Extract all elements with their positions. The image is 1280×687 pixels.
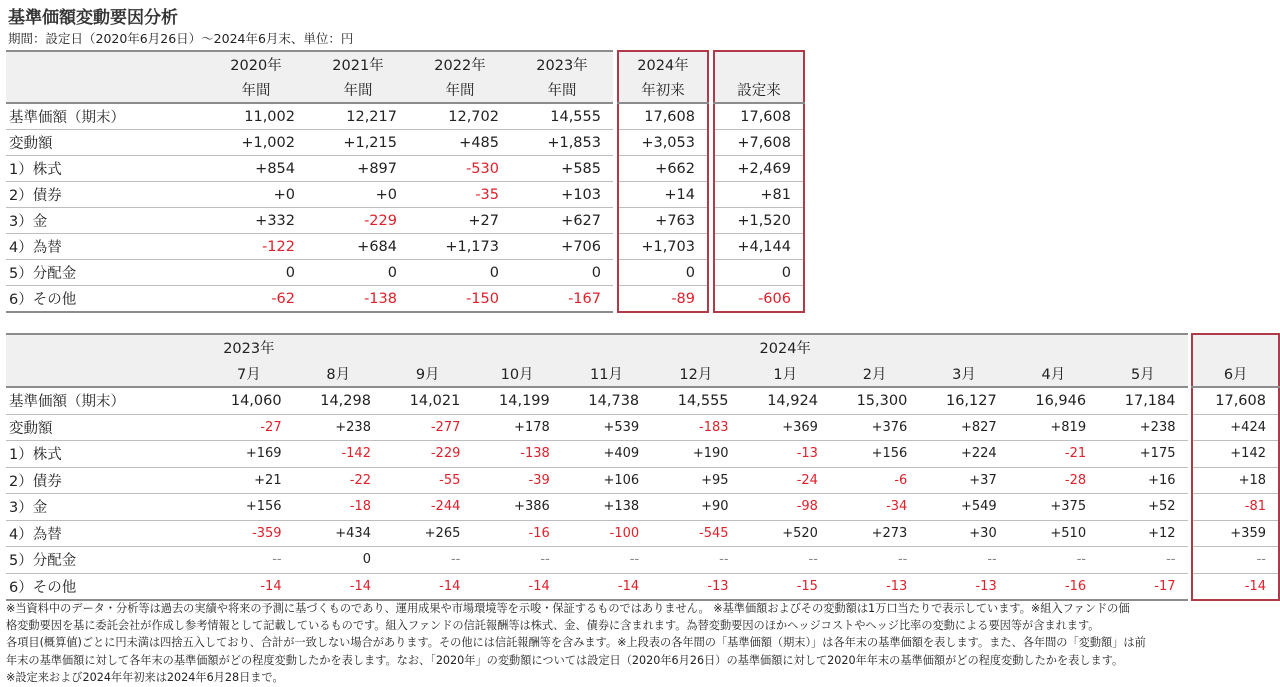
table-cell: +1,173 xyxy=(409,234,511,260)
table-cell: +359 xyxy=(1192,520,1279,547)
table-cell: -142 xyxy=(294,441,383,468)
table-cell: +238 xyxy=(1098,414,1187,441)
table-cell: +14 xyxy=(618,182,708,208)
table-cell: 12,217 xyxy=(307,103,409,130)
page-title: 基準価額変動要因分析 xyxy=(8,8,178,28)
header-year-2023: 2023年 xyxy=(204,334,293,361)
table-cell: 14,924 xyxy=(741,387,830,414)
table-cell: +273 xyxy=(830,520,919,547)
table-cell: -14 xyxy=(383,573,472,600)
table-cell: 14,021 xyxy=(383,387,472,414)
table-cell: +510 xyxy=(1009,520,1098,547)
header-blank xyxy=(472,334,561,361)
table-cell: -22 xyxy=(294,467,383,494)
table-cell: +3,053 xyxy=(618,130,708,156)
header-blank xyxy=(651,334,740,361)
table-cell: +1,703 xyxy=(618,234,708,260)
header-year: 2021年 xyxy=(307,51,409,77)
header-month: 10月 xyxy=(472,361,561,388)
header-month: 8月 xyxy=(294,361,383,388)
table-cell: +16 xyxy=(1098,467,1187,494)
table-cell: -14 xyxy=(1192,573,1279,600)
table-cell: 0 xyxy=(205,260,307,286)
table-cell: +4,144 xyxy=(714,234,804,260)
footnotes xyxy=(6,600,1276,686)
table-cell: -14 xyxy=(472,573,561,600)
table-cell: -138 xyxy=(307,286,409,313)
table-cell: -35 xyxy=(409,182,511,208)
footnote-line: 格変動要因を基に委託会社が作成し参考情報として記載しているものです。組入ファンドの信託報酬等は株式、金、債券に含まれます。為替変動要因のほかヘッジコストやヘッジ比率の変動による要因等が含まれます。 xyxy=(6,619,1100,633)
table-cell: +90 xyxy=(651,494,740,521)
table-cell: +238 xyxy=(294,414,383,441)
table-cell: -606 xyxy=(714,286,804,313)
table-row xyxy=(6,520,1279,547)
table-cell: -6 xyxy=(830,467,919,494)
table-cell: +175 xyxy=(1098,441,1187,468)
row-label: 変動額 xyxy=(6,130,205,156)
header-month: 12月 xyxy=(651,361,740,388)
table-cell: +386 xyxy=(472,494,561,521)
header-month: 9月 xyxy=(383,361,472,388)
table-cell: -183 xyxy=(651,414,740,441)
table-cell: -21 xyxy=(1009,441,1098,468)
table-cell: +81 xyxy=(714,182,804,208)
table-cell: +819 xyxy=(1009,414,1098,441)
table-cell: +424 xyxy=(1192,414,1279,441)
row-label: 3）金 xyxy=(6,494,204,521)
table-cell: 0 xyxy=(714,260,804,286)
table-cell: +0 xyxy=(307,182,409,208)
header-period: 年間 xyxy=(511,77,613,103)
table-cell: +7,608 xyxy=(714,130,804,156)
table-row xyxy=(6,260,804,286)
header-month: 11月 xyxy=(562,361,651,388)
header-blank xyxy=(562,334,651,361)
table-cell: +2,469 xyxy=(714,156,804,182)
table-cell: -16 xyxy=(472,520,561,547)
table-cell: -122 xyxy=(205,234,307,260)
table-cell: 11,002 xyxy=(205,103,307,130)
monthly-attribution-table xyxy=(6,333,1280,601)
table-row xyxy=(6,286,804,313)
row-label: 基準価額（期末） xyxy=(6,387,204,414)
header-period: 年初来 xyxy=(618,77,708,103)
table-cell: -89 xyxy=(618,286,708,313)
table-cell: -16 xyxy=(1009,573,1098,600)
header-year: 2022年 xyxy=(409,51,511,77)
table-cell: -- xyxy=(204,547,293,574)
table-cell: +520 xyxy=(741,520,830,547)
row-label: 5）分配金 xyxy=(6,260,205,286)
table-cell: -- xyxy=(1192,547,1279,574)
table-cell: +0 xyxy=(205,182,307,208)
table-cell: -244 xyxy=(383,494,472,521)
table-cell: -277 xyxy=(383,414,472,441)
table-cell: -545 xyxy=(651,520,740,547)
table-cell: +1,002 xyxy=(205,130,307,156)
table-cell: +409 xyxy=(562,441,651,468)
header-month: 5月 xyxy=(1098,361,1187,388)
header-year: 2023年 xyxy=(511,51,613,77)
header-blank xyxy=(919,334,1008,361)
row-label: 5）分配金 xyxy=(6,547,204,574)
table-cell: -24 xyxy=(741,467,830,494)
row-label: 変動額 xyxy=(6,414,204,441)
table-cell: +585 xyxy=(511,156,613,182)
header-blank xyxy=(830,334,919,361)
table-cell: -- xyxy=(562,547,651,574)
table-cell: +332 xyxy=(205,208,307,234)
row-label: 4）為替 xyxy=(6,234,205,260)
table-cell: +156 xyxy=(204,494,293,521)
header-year: 2024年 xyxy=(618,51,708,77)
table-cell: +103 xyxy=(511,182,613,208)
row-label: 1）株式 xyxy=(6,441,204,468)
table-cell: 0 xyxy=(618,260,708,286)
header-corner xyxy=(6,361,204,388)
header-row-2 xyxy=(6,77,804,103)
header-month: 7月 xyxy=(204,361,293,388)
footnote-line: 年末の基準価額に対して各年末の基準価額がどの程度変動したかを表します。なお、「2020年」の変動額については設定日（2020年6月26日）の基準価額に対して2020年年末の基準価額がどの程度変動したかを表します。 xyxy=(6,653,1124,667)
header-blank xyxy=(294,334,383,361)
table-cell: 14,555 xyxy=(651,387,740,414)
table-cell: -- xyxy=(651,547,740,574)
table-cell: 17,608 xyxy=(714,103,804,130)
table-cell: 17,184 xyxy=(1098,387,1187,414)
table-cell: +827 xyxy=(919,414,1008,441)
table-cell: -13 xyxy=(830,573,919,600)
header-corner xyxy=(6,334,204,361)
table-cell: +1,853 xyxy=(511,130,613,156)
table-cell: -15 xyxy=(741,573,830,600)
table-cell: -- xyxy=(830,547,919,574)
table-row xyxy=(6,156,804,182)
table-cell: +106 xyxy=(562,467,651,494)
table-cell: 16,127 xyxy=(919,387,1008,414)
table-cell: -27 xyxy=(204,414,293,441)
table-cell: -18 xyxy=(294,494,383,521)
table-cell: -14 xyxy=(562,573,651,600)
table-cell: +627 xyxy=(511,208,613,234)
table-cell: -- xyxy=(472,547,561,574)
table-cell: +27 xyxy=(409,208,511,234)
table-cell: +1,215 xyxy=(307,130,409,156)
table-cell: 0 xyxy=(511,260,613,286)
table-cell: -359 xyxy=(204,520,293,547)
table-row xyxy=(6,103,804,130)
table-cell: -- xyxy=(1098,547,1187,574)
table-cell: 0 xyxy=(294,547,383,574)
header-month: 1月 xyxy=(741,361,830,388)
table-row xyxy=(6,182,804,208)
header-row-1 xyxy=(6,51,804,77)
row-label: 2）債券 xyxy=(6,467,204,494)
table-cell: -167 xyxy=(511,286,613,313)
table-cell: -14 xyxy=(204,573,293,600)
table-cell: +485 xyxy=(409,130,511,156)
table-cell: +138 xyxy=(562,494,651,521)
table-row xyxy=(6,547,1279,574)
table-cell: +369 xyxy=(741,414,830,441)
table-cell: 14,060 xyxy=(204,387,293,414)
header-month: 4月 xyxy=(1009,361,1098,388)
table-cell: 16,946 xyxy=(1009,387,1098,414)
table-cell: +190 xyxy=(651,441,740,468)
header-corner xyxy=(6,51,205,77)
header-period: 年間 xyxy=(205,77,307,103)
table-cell: -34 xyxy=(830,494,919,521)
table-cell: +376 xyxy=(830,414,919,441)
footnote-line: 各項目(概算値)ごとに円未満は四捨五入しており、合計が一致しない場合があります。その他には信託報酬等を含みます。※上段表の各年間の「基準価額（期末）」は各年末の基準価額を表します。また、各年間の「変動額」は前 xyxy=(6,636,1146,650)
table-cell: -98 xyxy=(741,494,830,521)
table-cell: +539 xyxy=(562,414,651,441)
table-cell: +434 xyxy=(294,520,383,547)
table-cell: +662 xyxy=(618,156,708,182)
table-cell: +897 xyxy=(307,156,409,182)
footnote-line: ※当資料中のデータ・分析等は過去の実績や将来の予測に基づくものであり、運用成果や市場環境等を示唆・保証するものではありません。 ※基準価額およびその変動額は1万口当たりで表示しています。※組入ファンドの価 xyxy=(6,602,1130,615)
header-blank xyxy=(383,334,472,361)
header-month: 3月 xyxy=(919,361,1008,388)
table-row xyxy=(6,130,804,156)
table-row xyxy=(6,387,1279,414)
table-cell: -14 xyxy=(294,573,383,600)
table-cell: 0 xyxy=(307,260,409,286)
table-cell: +375 xyxy=(1009,494,1098,521)
header-row-months xyxy=(6,361,1279,388)
table-row xyxy=(6,441,1279,468)
table-cell: -- xyxy=(741,547,830,574)
table-cell: -150 xyxy=(409,286,511,313)
row-label: 1）株式 xyxy=(6,156,205,182)
header-corner xyxy=(6,77,205,103)
row-label: 6）その他 xyxy=(6,573,204,600)
table-row xyxy=(6,234,804,260)
footnote-line: ※設定来および2024年年初来は2024年6月28日まで。 xyxy=(6,670,284,684)
table-cell: +265 xyxy=(383,520,472,547)
table-row xyxy=(6,494,1279,521)
annual-attribution-table xyxy=(6,50,805,313)
table-cell: -55 xyxy=(383,467,472,494)
table-cell: +52 xyxy=(1098,494,1187,521)
table-cell: -28 xyxy=(1009,467,1098,494)
table-cell: -229 xyxy=(307,208,409,234)
table-cell: -- xyxy=(1009,547,1098,574)
row-label: 6）その他 xyxy=(6,286,205,313)
period-caption: 期間：設定日（2020年6月26日）〜2024年6月末、単位：円 xyxy=(8,31,354,46)
header-year: 2020年 xyxy=(205,51,307,77)
header-period: 設定来 xyxy=(714,77,804,103)
table-cell: +549 xyxy=(919,494,1008,521)
table-cell: 12,702 xyxy=(409,103,511,130)
header-month: 6月 xyxy=(1192,361,1279,388)
row-label: 3）金 xyxy=(6,208,205,234)
table-cell: +156 xyxy=(830,441,919,468)
table-cell: +706 xyxy=(511,234,613,260)
table-cell: -13 xyxy=(741,441,830,468)
table-cell: +854 xyxy=(205,156,307,182)
table-row xyxy=(6,208,804,234)
header-row-1 xyxy=(6,334,1279,361)
table-cell: +142 xyxy=(1192,441,1279,468)
table-cell: -- xyxy=(383,547,472,574)
header-blank xyxy=(1009,334,1098,361)
table-cell: +37 xyxy=(919,467,1008,494)
table-row xyxy=(6,573,1279,600)
header-blank xyxy=(1192,334,1279,361)
table-cell: -13 xyxy=(651,573,740,600)
table-cell: 0 xyxy=(409,260,511,286)
table-cell: 17,608 xyxy=(618,103,708,130)
header-blank xyxy=(1098,334,1187,361)
table-cell: 14,199 xyxy=(472,387,561,414)
table-cell: +12 xyxy=(1098,520,1187,547)
header-period: 年間 xyxy=(307,77,409,103)
row-label: 基準価額（期末） xyxy=(6,103,205,130)
table-cell: +178 xyxy=(472,414,561,441)
header-year xyxy=(714,51,804,77)
table-cell: -229 xyxy=(383,441,472,468)
table-row xyxy=(6,467,1279,494)
table-cell: -- xyxy=(919,547,1008,574)
row-label: 4）為替 xyxy=(6,520,204,547)
table-cell: +224 xyxy=(919,441,1008,468)
table-cell: -138 xyxy=(472,441,561,468)
table-cell: +18 xyxy=(1192,467,1279,494)
table-cell: +1,520 xyxy=(714,208,804,234)
table-cell: -13 xyxy=(919,573,1008,600)
header-period: 年間 xyxy=(409,77,511,103)
table-cell: -100 xyxy=(562,520,651,547)
header-month: 2月 xyxy=(830,361,919,388)
row-label: 2）債券 xyxy=(6,182,205,208)
table-cell: +95 xyxy=(651,467,740,494)
table-cell: -62 xyxy=(205,286,307,313)
table-cell: +169 xyxy=(204,441,293,468)
table-cell: -17 xyxy=(1098,573,1187,600)
table-cell: 17,608 xyxy=(1192,387,1279,414)
table-cell: -81 xyxy=(1192,494,1279,521)
table-cell: +763 xyxy=(618,208,708,234)
table-row xyxy=(6,414,1279,441)
table-cell: 14,738 xyxy=(562,387,651,414)
table-cell: 15,300 xyxy=(830,387,919,414)
header-year-2024: 2024年 xyxy=(741,334,830,361)
table-cell: -530 xyxy=(409,156,511,182)
table-cell: +684 xyxy=(307,234,409,260)
table-cell: -39 xyxy=(472,467,561,494)
table-cell: 14,298 xyxy=(294,387,383,414)
table-cell: +21 xyxy=(204,467,293,494)
table-cell: 14,555 xyxy=(511,103,613,130)
table-cell: +30 xyxy=(919,520,1008,547)
